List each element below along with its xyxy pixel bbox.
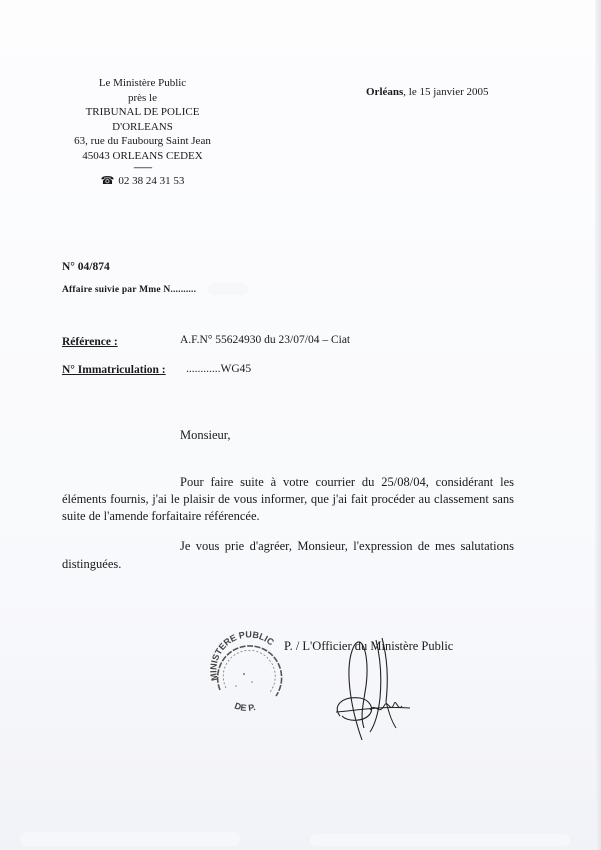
immatriculation-label: N° Immatriculation : [62, 364, 166, 376]
paragraph-text: Pour faire suite à votre courrier du 25/08/04, considérant les éléments fournis, j'ai le plaisir de vous informer, que j'ai fait procéder au classement sans suite de l'amende forfaitaire référencée. [62, 475, 514, 523]
page-edge [595, 0, 601, 850]
salutation: Monsieur, [180, 428, 231, 442]
date-text: , le 15 janvier 2005 [403, 86, 489, 98]
phone-number: 02 38 24 31 53 [118, 175, 185, 187]
svg-text:MINISTERE PUBLIC [208, 630, 276, 682]
reference-value: A.F.N° 55624930 du 23/07/04 – Ciat [180, 334, 351, 346]
separator: --------- [133, 162, 152, 172]
reference-number: N° 04/874 [62, 261, 110, 273]
sender-phone [60, 174, 225, 189]
redaction-mark [310, 834, 570, 846]
date-city: Orléans [366, 86, 404, 98]
paragraph-text: Je vous prie d'agréer, Monsieur, l'expression de mes salutations distinguées. [62, 539, 514, 571]
affaire-followed-by: Affaire suivie par Mme N.......... [62, 285, 197, 295]
signoff-title: P. / L'Officier du Ministère Public [284, 639, 454, 653]
sender-line: D'ORLEANS [112, 120, 173, 133]
sender-line: 63, rue du Faubourg Saint Jean [74, 135, 211, 147]
telephone-icon: ☎ [100, 175, 115, 187]
immatriculation-value: ............WG45 [186, 363, 252, 375]
sender-line: Le Ministère Public [98, 77, 187, 89]
stamp-top-text: MINISTERE PUBLIC [208, 630, 276, 682]
svg-text:DE P.: DE P. [233, 700, 257, 714]
handwritten-signature-icon [330, 636, 420, 748]
redaction-mark [20, 832, 240, 846]
reference-label: Référence : [62, 336, 118, 348]
sender-line: près le [127, 91, 157, 104]
official-stamp-icon [206, 630, 292, 714]
sender-line: TRIBUNAL DE POLICE [85, 106, 200, 118]
redaction-mark [208, 283, 248, 295]
body-paragraph-1 [62, 474, 514, 525]
sender-line: 45043 ORLEANS CEDEX [82, 149, 203, 162]
body-paragraph-2 [62, 537, 514, 573]
letter-date [366, 86, 489, 98]
sender-address-block [60, 76, 225, 189]
